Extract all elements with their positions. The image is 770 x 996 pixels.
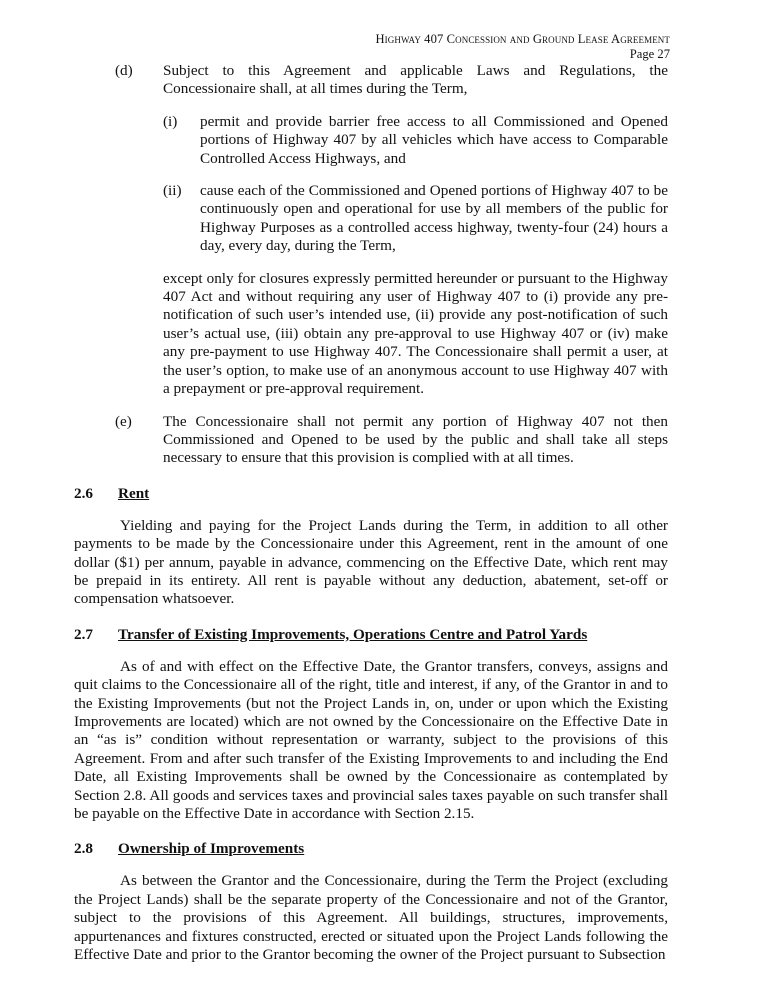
section-2-7-body: As of and with effect on the Effective Date, the Grantor transfers, conveys, assigns and quit claims to the Concessionaire all of the right, title and interest, if any, of the Grantor in and to the Existing Improvements (but not the Project Lands in, on, under or upon which the Existing Improvements are located) which are not owned by the Concessionaire on the Effective Date in an “as is” condition without representation or warranty, subject to the provisions of this Agreement. From and after such transfer of the Existing Improvements to and including the End Date, all Existing Improvements shall be owned by the Concessionaire as contemplated by Section 2.8. All goods and services taxes and provincial sales taxes payable on such transfer shall be payable on the Effective Date in accordance with Section 2.15. [74, 657, 668, 822]
section-2-7-title: Transfer of Existing Improvements, Operations Centre and Patrol Yards [118, 625, 588, 643]
document-title: Highway 407 Concession and Ground Lease Agreement [375, 32, 670, 46]
subclause-i-label: (i) [163, 112, 178, 130]
clause-e-text: The Concessionaire shall not permit any portion of Highway 407 not then Commissioned and Opened to be used by the public and shall take all steps necessary to ensure that this provision is complied with at all times. [163, 412, 668, 467]
section-2-7-number: 2.7 [74, 625, 93, 643]
document-body [74, 62, 668, 964]
subclause-i-text: permit and provide barrier free access to all Commissioned and Opened portions of Highway 407 by all vehicles which have access to Comparable Controlled Access Highways, and [200, 112, 668, 167]
section-2-8-heading [74, 840, 668, 858]
section-2-8-body: As between the Grantor and the Concessionaire, during the Term the Project (excluding the Project Lands) shall be the separate property of the Concessionaire and not of the Grantor, subject to the provisions of this Agreement. All buildings, structures, improvements, appurtenances and fixtures constructed, erected or situated upon the Project Lands following the Effective Date and prior to the Grantor becoming the owner of the Project pursuant to Subsection [74, 872, 668, 964]
clause-e-label: (e) [115, 412, 132, 430]
clause-d-text: Subject to this Agreement and applicable Laws and Regulations, the Concessionaire shall, at all times during the Term, [163, 62, 668, 98]
page-header [375, 32, 670, 62]
subclause-ii [163, 182, 668, 256]
subclause-i [163, 112, 668, 168]
section-2-8-number: 2.8 [74, 840, 93, 858]
subclause-ii-text: cause each of the Commissioned and Opened portions of Highway 407 to be continuously open and operational for use by all members of the public for Highway Purposes as a controlled access highway, twenty-four (24) hours a day, every day, during the Term, [200, 182, 668, 255]
clause-d [115, 62, 668, 99]
section-2-8-title: Ownership of Improvements [118, 840, 305, 858]
section-2-6-title: Rent [118, 484, 150, 502]
clause-d-continuation: except only for closures expressly permitted hereunder or pursuant to the Highway 407 Act and without requiring any user of Highway 407 to (i) provide any pre-notification of such user’s intended use, (ii) provide any post-notification of such user’s actual use, (iii) obtain any pre-approval to use Highway 407 or (iv) make any pre-payment to use Highway 407. The Concessionaire shall permit a user, at the user’s option, to make use of an anonymous account to use Highway 407 with a prepayment or pre-approval requirement. [163, 269, 668, 398]
page-number: Page 27 [629, 47, 670, 61]
clause-e [115, 412, 668, 468]
section-2-6-body: Yielding and paying for the Project Lands during the Term, in addition to all other payments to be made by the Concessionaire under this Agreement, rent in the amount of one dollar ($1) per annum, payable in advance, commencing on the Effective Date, which rent may be prepaid in its entirety. All rent is payable without any deduction, abatement, set-off or compensation whatsoever. [74, 516, 668, 608]
subclause-ii-label: (ii) [163, 182, 182, 200]
section-2-6-number: 2.6 [74, 484, 93, 502]
clause-d-label: (d) [115, 62, 133, 79]
section-2-7-heading [74, 626, 668, 644]
section-2-6-heading [74, 485, 668, 503]
